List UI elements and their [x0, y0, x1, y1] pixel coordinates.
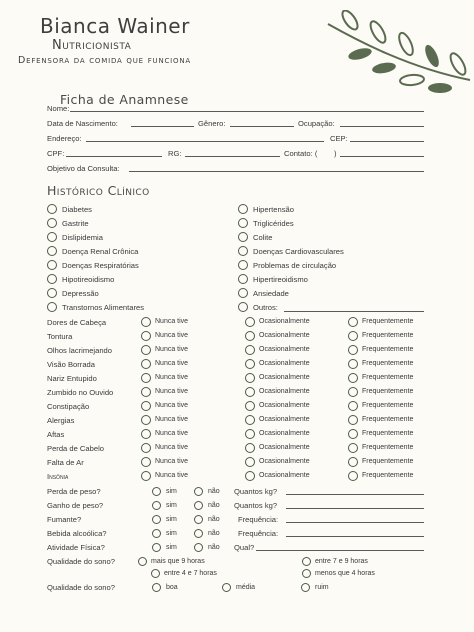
sintoma-option-label: Ocasionalmente	[259, 416, 310, 423]
sono2-media-radio[interactable]	[222, 583, 231, 592]
field-objetivo[interactable]	[129, 171, 424, 172]
habito-field-label: Frequência:	[238, 515, 279, 524]
habito-field[interactable]	[286, 508, 424, 509]
habito-nao-label: não	[208, 530, 220, 537]
sintoma-option-radio[interactable]	[141, 457, 151, 467]
sintoma-option-label: Frequentemente	[362, 374, 414, 381]
historico-checkbox[interactable]	[238, 218, 248, 228]
sono2-question: Qualidade do sono?	[47, 583, 115, 592]
habito-nao-radio[interactable]	[194, 501, 203, 510]
sono-option-3-radio[interactable]	[151, 569, 160, 578]
habito-sim-label: sim	[166, 488, 177, 495]
sintoma-option-label: Nunca tive	[155, 472, 189, 479]
historico-item-label: Doenças Cardiovasculares	[253, 247, 344, 256]
sintoma-option-radio[interactable]	[245, 373, 255, 383]
habito-field[interactable]	[286, 494, 424, 495]
sintoma-option-label: Nunca tive	[155, 458, 189, 465]
sintoma-option-label: Ocasionalmente	[259, 402, 310, 409]
sintoma-label: Perda de Cabelo	[47, 444, 104, 453]
sintoma-option-radio[interactable]	[141, 317, 151, 327]
historico-item-label: Triglicérides	[253, 219, 294, 228]
sintoma-label: Falta de Ar	[47, 458, 84, 467]
habito-field[interactable]	[286, 536, 424, 537]
habito-nao-label: não	[208, 544, 220, 551]
brand-role: Nutricionista	[52, 38, 132, 53]
sintoma-option-label: Frequentemente	[362, 472, 414, 479]
field-ocupacao[interactable]	[340, 126, 424, 127]
sintoma-option-radio[interactable]	[348, 387, 358, 397]
sintoma-label: Constipação	[47, 402, 90, 411]
brand-tagline: Defensora da comida que funciona	[18, 55, 191, 66]
sintoma-option-label: Nunca tive	[155, 402, 189, 409]
sintoma-option-radio[interactable]	[141, 387, 151, 397]
sintoma-option-label: Ocasionalmente	[259, 360, 310, 367]
sintoma-label: Aftas	[47, 430, 65, 439]
historico-checkbox[interactable]	[238, 302, 248, 312]
label-cep: CEP:	[330, 134, 348, 143]
sono2-boa-label: boa	[166, 584, 178, 591]
sintoma-option-label: Nunca tive	[155, 346, 189, 353]
sintoma-option-radio[interactable]	[348, 345, 358, 355]
sintoma-option-label: Nunca tive	[155, 360, 189, 367]
sono-option-4-radio[interactable]	[302, 569, 311, 578]
habito-sim-radio[interactable]	[152, 501, 161, 510]
sintoma-option-label: Frequentemente	[362, 318, 414, 325]
sintoma-option-radio[interactable]	[245, 387, 255, 397]
sintoma-option-radio[interactable]	[141, 345, 151, 355]
sintoma-option-label: Frequentemente	[362, 360, 414, 367]
sintoma-option-radio[interactable]	[245, 359, 255, 369]
sintoma-option-label: Ocasionalmente	[259, 472, 310, 479]
sintoma-option-radio[interactable]	[245, 471, 255, 481]
sintoma-option-radio[interactable]	[348, 457, 358, 467]
sintoma-option-label: Ocasionalmente	[259, 444, 310, 451]
historico-checkbox[interactable]	[47, 302, 57, 312]
sintoma-option-radio[interactable]	[141, 443, 151, 453]
habito-field-label: Frequência:	[238, 529, 279, 538]
field-genero[interactable]	[230, 126, 294, 127]
sono-option-3-label: entre 4 e 7 horas	[164, 570, 217, 577]
sintoma-option-radio[interactable]	[245, 443, 255, 453]
sono-question: Qualidade do sono?	[47, 557, 115, 566]
historico-checkbox[interactable]	[47, 288, 57, 298]
historico-checkbox[interactable]	[238, 274, 248, 284]
habito-sim-radio[interactable]	[152, 543, 161, 552]
sintoma-option-label: Nunca tive	[155, 318, 189, 325]
sintoma-option-label: Nunca tive	[155, 332, 189, 339]
habito-nao-label: não	[208, 502, 220, 509]
habito-sim-label: sim	[166, 530, 177, 537]
sintoma-option-radio[interactable]	[245, 415, 255, 425]
sono2-media-label: média	[236, 584, 256, 591]
field-nome[interactable]	[70, 111, 424, 112]
sintoma-option-label: Ocasionalmente	[259, 318, 310, 325]
field-contato[interactable]	[340, 156, 424, 157]
habito-nao-label: não	[208, 516, 220, 523]
sintoma-option-radio[interactable]	[141, 471, 151, 481]
historico-checkbox[interactable]	[47, 204, 57, 214]
field-cep[interactable]	[350, 141, 424, 142]
sintoma-option-label: Nunca tive	[155, 444, 189, 451]
sintoma-option-label: Frequentemente	[362, 346, 414, 353]
label-cpf: CPF:	[47, 149, 65, 158]
sintoma-option-radio[interactable]	[245, 401, 255, 411]
sintoma-option-label: Frequentemente	[362, 388, 414, 395]
field-endereco[interactable]	[86, 141, 324, 142]
sintoma-option-radio[interactable]	[348, 401, 358, 411]
sintoma-option-radio[interactable]	[348, 317, 358, 327]
historico-item-label: Hipertireoidismo	[253, 275, 308, 284]
historico-title: Histórico Clínico	[47, 183, 150, 198]
sintoma-option-radio[interactable]	[141, 331, 151, 341]
habito-nao-radio[interactable]	[194, 487, 203, 496]
sintoma-option-radio[interactable]	[245, 331, 255, 341]
historico-item-label: Ansiedade	[253, 289, 289, 298]
habito-question: Fumante?	[47, 515, 82, 524]
historico-item-label: Diabetes	[62, 205, 92, 214]
habito-field-label: Quantos kg?	[234, 487, 278, 496]
sintoma-label: Zumbido no Ouvido	[47, 388, 114, 397]
sintoma-option-label: Ocasionalmente	[259, 332, 310, 339]
habito-nao-label: não	[208, 488, 220, 495]
sono-option-2-radio[interactable]	[302, 557, 311, 566]
habito-field-label: Quantos kg?	[234, 501, 278, 510]
sintoma-option-label: Nunca tive	[155, 430, 189, 437]
sintoma-label: Visão Borrada	[47, 360, 95, 369]
sintoma-label: Olhos lacrimejando	[47, 346, 112, 355]
sono2-boa-radio[interactable]	[152, 583, 161, 592]
sintoma-option-label: Frequentemente	[362, 332, 414, 339]
sintoma-option-label: Frequentemente	[362, 416, 414, 423]
historico-checkbox[interactable]	[47, 260, 57, 270]
historico-item-label: Problemas de circulação	[253, 261, 337, 270]
habito-sim-radio[interactable]	[152, 515, 161, 524]
sintoma-option-radio[interactable]	[348, 471, 358, 481]
sono-option-2-label: entre 7 e 9 horas	[315, 558, 368, 565]
label-endereco: Endereço:	[47, 134, 82, 143]
sintoma-option-radio[interactable]	[141, 415, 151, 425]
brand-name: Bianca Wainer	[40, 14, 190, 38]
field-cpf[interactable]	[66, 156, 162, 157]
label-objetivo: Objetivo da Consulta:	[47, 164, 120, 173]
sono-option-1-label: mais que 9 horas	[151, 558, 205, 565]
sintoma-option-radio[interactable]	[348, 443, 358, 453]
habito-question: Bebida alcoólica?	[47, 529, 107, 538]
historico-item-label: Doença Renal Crônica	[62, 247, 139, 256]
label-nome: Nome:	[47, 104, 70, 113]
historico-checkbox[interactable]	[238, 204, 248, 214]
olive-branch-icon	[320, 10, 474, 95]
habito-sim-label: sim	[166, 516, 177, 523]
label-genero: Gênero:	[198, 119, 226, 128]
sintoma-option-radio[interactable]	[141, 401, 151, 411]
ficha-title: Ficha de Anamnese	[60, 92, 189, 107]
sintoma-option-radio[interactable]	[245, 345, 255, 355]
historico-item-label: Gastrite	[62, 219, 89, 228]
sintoma-option-radio[interactable]	[141, 429, 151, 439]
sintoma-option-label: Ocasionalmente	[259, 346, 310, 353]
sintoma-option-label: Ocasionalmente	[259, 458, 310, 465]
historico-checkbox[interactable]	[238, 260, 248, 270]
sintoma-option-label: Ocasionalmente	[259, 374, 310, 381]
habito-nao-radio[interactable]	[194, 529, 203, 538]
habito-field[interactable]	[256, 550, 424, 551]
habito-sim-label: sim	[166, 502, 177, 509]
sintoma-label: Nariz Entupido	[47, 374, 97, 383]
label-ocupacao: Ocupação:	[298, 119, 335, 128]
historico-checkbox[interactable]	[47, 232, 57, 242]
sono2-ruim-label: ruim	[315, 584, 329, 591]
habito-nao-radio[interactable]	[194, 515, 203, 524]
sintoma-option-label: Ocasionalmente	[259, 430, 310, 437]
historico-item-label: Dislipidemia	[62, 233, 103, 242]
sintoma-label: Insônia	[47, 472, 69, 481]
label-contato: Contato: (	[284, 149, 318, 158]
historico-checkbox[interactable]	[47, 218, 57, 228]
field-rg[interactable]	[185, 156, 280, 157]
sono-option-4-label: menos que 4 horas	[315, 570, 375, 577]
historico-item-label: Hipertensão	[253, 205, 294, 214]
historico-checkbox[interactable]	[238, 232, 248, 242]
habito-sim-radio[interactable]	[152, 529, 161, 538]
historico-item-label: Doenças Respiratórias	[62, 261, 139, 270]
habito-sim-radio[interactable]	[152, 487, 161, 496]
sintoma-label: Tontura	[47, 332, 73, 341]
sintoma-option-radio[interactable]	[348, 331, 358, 341]
sintoma-option-radio[interactable]	[141, 359, 151, 369]
historico-item-label: Colite	[253, 233, 273, 242]
habito-nao-radio[interactable]	[194, 543, 203, 552]
habito-field-label: Qual?	[234, 543, 255, 552]
sintoma-option-radio[interactable]	[348, 415, 358, 425]
label-contato-close: )	[334, 149, 337, 158]
sintoma-option-radio[interactable]	[348, 359, 358, 369]
sintoma-option-label: Frequentemente	[362, 444, 414, 451]
sintoma-option-radio[interactable]	[348, 373, 358, 383]
sintoma-option-radio[interactable]	[245, 457, 255, 467]
historico-item-label: Depressão	[62, 289, 99, 298]
sintoma-option-radio[interactable]	[348, 429, 358, 439]
sintoma-option-radio[interactable]	[141, 373, 151, 383]
historico-checkbox[interactable]	[238, 288, 248, 298]
sintoma-label: Alergias	[47, 416, 75, 425]
habito-sim-label: sim	[166, 544, 177, 551]
historico-checkbox[interactable]	[238, 246, 248, 256]
sono-option-1-radio[interactable]	[138, 557, 147, 566]
sintoma-label: Dores de Cabeça	[47, 318, 107, 327]
sintoma-option-label: Ocasionalmente	[259, 388, 310, 395]
sono2-ruim-radio[interactable]	[301, 583, 310, 592]
historico-checkbox[interactable]	[47, 246, 57, 256]
habito-question: Ganho de peso?	[47, 501, 104, 510]
sintoma-option-label: Frequentemente	[362, 458, 414, 465]
habito-field[interactable]	[286, 522, 424, 523]
sintoma-option-label: Nunca tive	[155, 416, 189, 423]
habito-question: Perda de peso?	[47, 487, 101, 496]
label-rg: RG:	[168, 149, 182, 158]
sintoma-option-label: Frequentemente	[362, 430, 414, 437]
historico-item-label: Hipotireoidismo	[62, 275, 115, 284]
habito-question: Atividade Física?	[47, 543, 105, 552]
sintoma-option-radio[interactable]	[245, 429, 255, 439]
sintoma-option-label: Nunca tive	[155, 374, 189, 381]
label-nascimento: Data de Nascimento:	[47, 119, 118, 128]
sintoma-option-label: Nunca tive	[155, 388, 189, 395]
sintoma-option-radio[interactable]	[245, 317, 255, 327]
field-nascimento[interactable]	[131, 126, 194, 127]
historico-item-label: Outros:	[253, 303, 278, 312]
sintoma-option-label: Frequentemente	[362, 402, 414, 409]
historico-item-label: Transtornos Alimentares	[62, 303, 145, 312]
historico-checkbox[interactable]	[47, 274, 57, 284]
field-outros[interactable]	[284, 311, 424, 312]
